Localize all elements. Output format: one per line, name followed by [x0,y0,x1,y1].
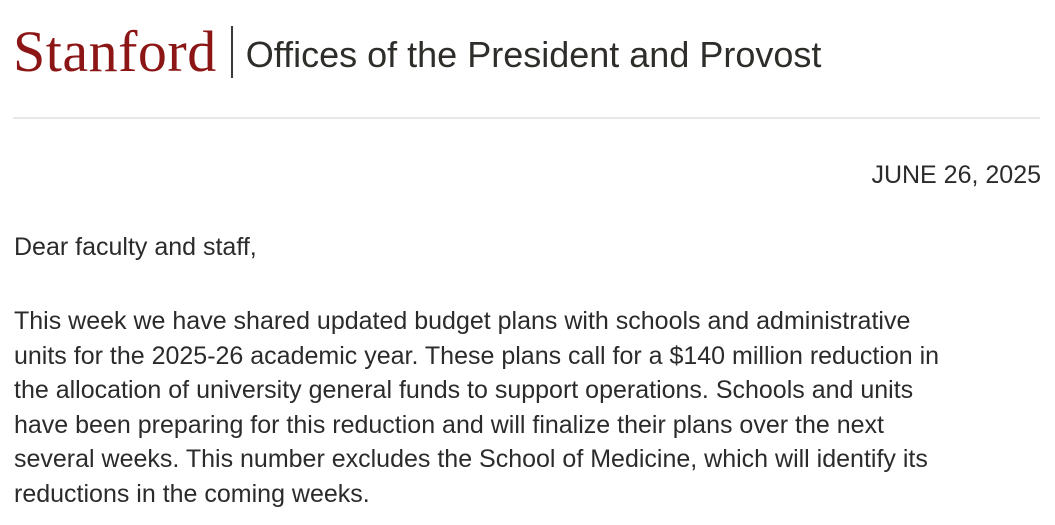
letter-paragraph: This week we have shared updated budget plans with schools and administrative units for the 2025-26 academic year. These plans call for a $140 million reduction in the allocation of university general funds to support operations. Schools and units have been preparing for this reduction and will finalize their plans over the next several weeks. This number excludes the School of Medicine, which will identify its reductions in the coming weeks. [14,307,940,508]
office-name: Offices of the President and Provost [245,34,822,75]
header-rule [13,117,1040,119]
letter-salutation: Dear faculty and staff, [14,233,257,261]
page-header [13,19,822,84]
letter-date: JUNE 26, 2025 [871,161,1041,189]
stanford-logo[interactable]: Stanford [13,19,217,84]
header-divider [231,26,233,78]
